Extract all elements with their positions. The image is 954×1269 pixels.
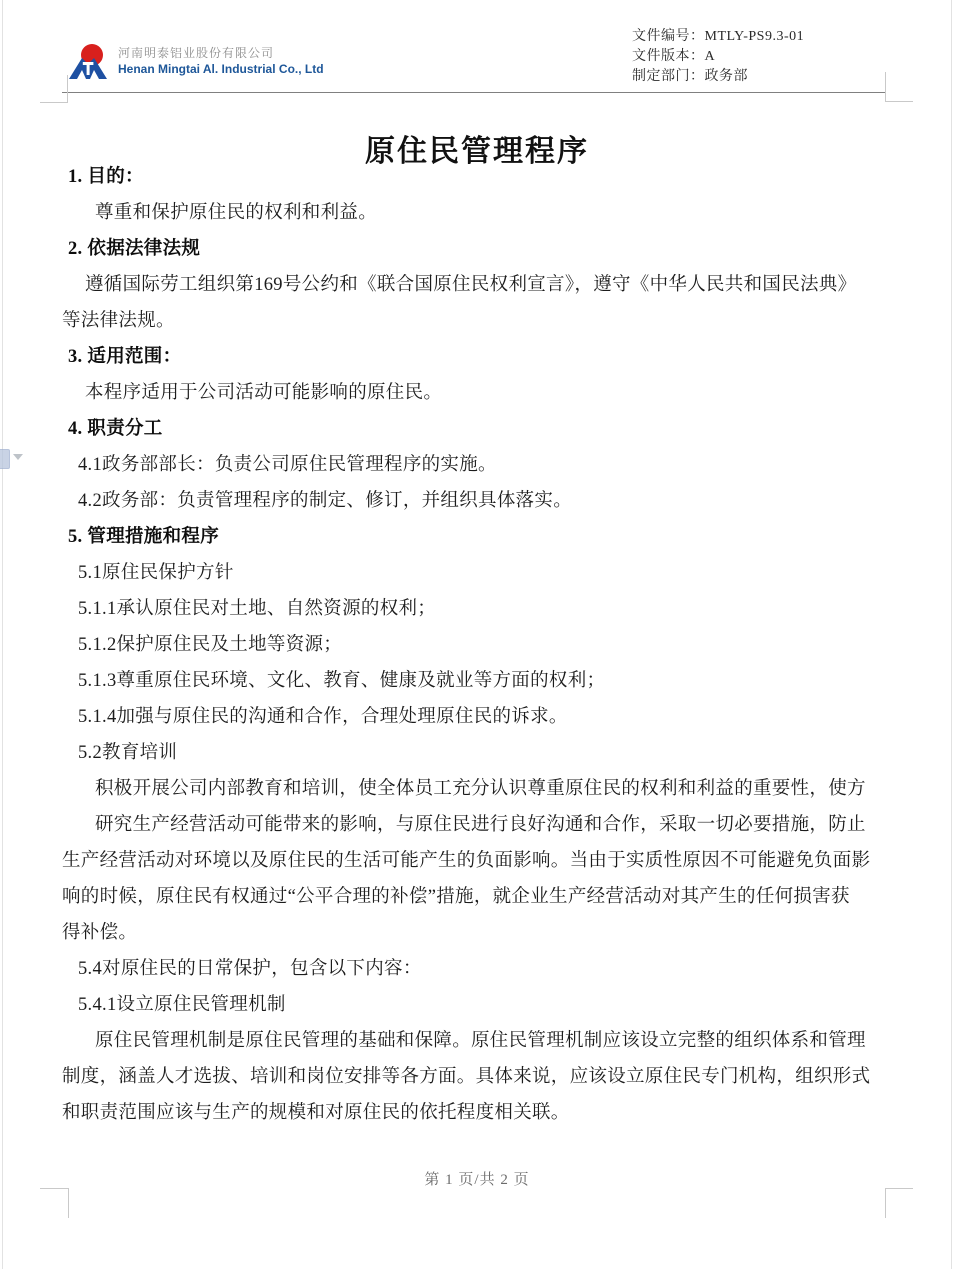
comment-marker-icon	[0, 449, 10, 469]
header-divider	[62, 92, 886, 93]
doc-line: 4.1政务部部长：负责公司原住民管理程序的实施。	[78, 455, 497, 475]
doc-line: 原住民管理机制是原住民管理的基础和保障。原住民管理机制应该设立完整的组织体系和管理	[95, 1031, 866, 1051]
doc-line: 5.2教育培训	[78, 743, 178, 763]
doc-line: 得补偿。	[62, 923, 138, 943]
crop-mark-top-right	[885, 72, 886, 101]
doc-department: 制定部门：政务部	[632, 69, 748, 84]
doc-line: 研究生产经营活动可能带来的影响，与原住民进行良好沟通和合作，采取一切必要措施，防止	[95, 815, 866, 835]
doc-line: 遵循国际劳工组织第169号公约和《联合国原住民权利宣言》，遵守《中华人民共和国民法典》	[85, 275, 857, 295]
crop-mark-bottom-left	[68, 1188, 69, 1218]
doc-line: 生产经营活动对环境以及原住民的生活可能产生的负面影响。当由于实质性原因不可能避免负面影	[62, 851, 871, 871]
section-heading: 2. 依据法律法规	[68, 239, 201, 259]
page-title: 原住民管理程序	[365, 135, 589, 169]
doc-line: 本程序适用于公司活动可能影响的原住民。	[85, 383, 443, 403]
doc-line: 5.1.1承认原住民对土地、自然资源的权利；	[78, 599, 437, 619]
doc-line: 积极开展公司内部教育和培训，使全体员工充分认识尊重原住民的权利和利益的重要性，使方	[95, 779, 866, 799]
margin-comment-marker[interactable]	[0, 449, 28, 469]
company-name-zh: 河南明泰铝业股份有限公司	[118, 46, 275, 60]
crop-mark-bottom-right	[885, 1188, 886, 1218]
doc-line: 5.4.1设立原住民管理机制	[78, 995, 286, 1015]
doc-line: 制度，涵盖人才选拔、培训和岗位安排等各方面。具体来说，应该设立原住民专门机构，组织形式	[62, 1067, 871, 1087]
section-heading: 4. 职责分工	[68, 419, 163, 439]
doc-version: 文件版本：A	[632, 49, 716, 64]
doc-line: 5.4对原住民的日常保护，包含以下内容：	[78, 959, 422, 979]
doc-line: 和职责范围应该与生产的规模和对原住民的依托程度相关联。	[62, 1103, 570, 1123]
document-body	[62, 159, 892, 1131]
doc-line: 响的时候，原住民有权通过“公平合理的补偿”措施，就企业生产经营活动对其产生的任何损害获	[62, 887, 850, 907]
crop-mark-top-right	[885, 101, 913, 102]
doc-line: 5.1.2保护原住民及土地等资源；	[78, 635, 343, 655]
page-number: 第 1 页/共 2 页	[424, 1172, 530, 1188]
doc-line: 5.1.4加强与原住民的沟通和合作，合理处理原住民的诉求。	[78, 707, 568, 727]
company-logo-icon	[68, 43, 108, 81]
section-heading: 5. 管理措施和程序	[68, 527, 220, 547]
page-right-edge	[951, 0, 952, 1269]
doc-line: 5.1原住民保护方针	[78, 563, 234, 583]
doc-number: 文件编号：MTLY-PS9.3-01	[632, 29, 805, 44]
crop-mark-top-left	[40, 102, 68, 103]
doc-line: 4.2政务部：负责管理程序的制定、修订，并组织具体落实。	[78, 491, 573, 511]
crop-mark-top-left	[67, 75, 68, 103]
doc-line: 5.1.3尊重原住民环境、文化、教育、健康及就业等方面的权利；	[78, 671, 606, 691]
company-name-en: Henan Mingtai Al. Industrial Co., Ltd	[118, 62, 324, 76]
page-left-edge	[2, 0, 3, 1269]
chevron-down-icon	[13, 454, 23, 460]
document-meta	[632, 27, 804, 87]
section-heading: 1. 目的：	[68, 167, 144, 187]
section-heading: 3. 适用范围：	[68, 347, 182, 367]
doc-line: 尊重和保护原住民的权利和利益。	[95, 203, 378, 223]
doc-line: 等法律法规。	[62, 311, 175, 331]
